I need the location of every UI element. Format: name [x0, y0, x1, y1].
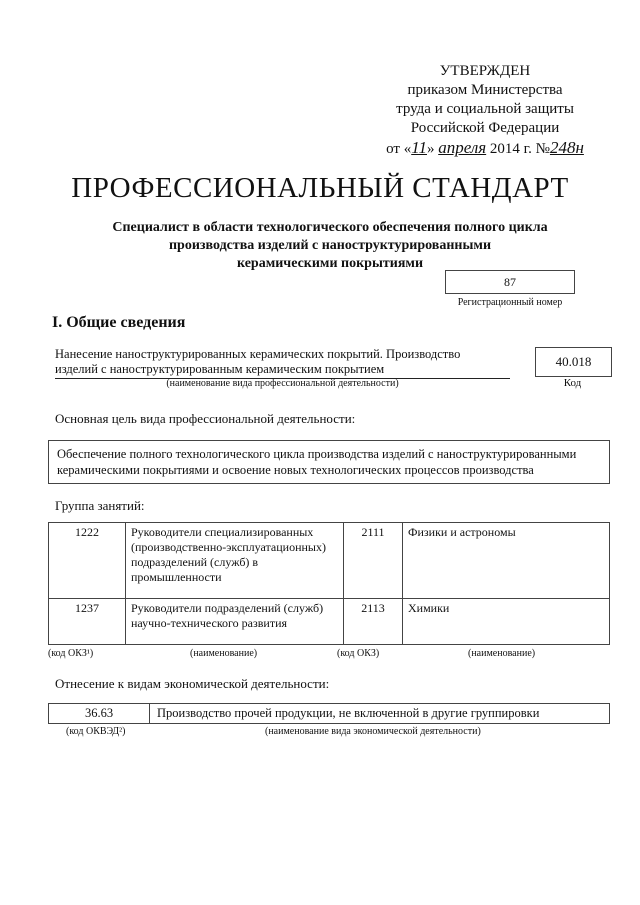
page-title: ПРОФЕССИОНАЛЬНЫЙ СТАНДАРТ — [71, 172, 569, 204]
approval-title: УТВЕРЖДЕН — [439, 63, 531, 79]
okved-code-cell: 36.63 — [49, 704, 150, 723]
okved-name-caption: (наименование вида экономической деятельности) — [265, 726, 481, 737]
table-row — [49, 523, 610, 599]
occupation-name-cell: Химики — [403, 599, 610, 645]
registration-number-box: 87 — [445, 270, 575, 294]
approval-day: 11 — [411, 138, 427, 157]
table-row — [49, 599, 610, 645]
standard-name: Специалист в области технологического обеспечения полного цикла производства изделий с наноструктурированными керамическими покрытиями — [112, 220, 548, 271]
goal-box: Обеспечение полного технологического цикла производства изделий с наноструктурированными керамическими покрытиями и освоение новых технологических процессов производства — [48, 440, 610, 484]
occupations-label: Группа занятий: — [55, 498, 145, 513]
okved-row — [48, 703, 610, 724]
goal-label: Основная цель вида профессиональной деятельности: — [55, 411, 356, 426]
approval-number: 248н — [549, 138, 584, 157]
occupation-name-cell: Руководители подразделений (служб) научно-технического развития — [126, 599, 344, 645]
occupation-name-caption: (наименование) — [468, 648, 536, 659]
approval-line: приказом Министерства — [407, 82, 563, 98]
occupation-name-cell: Руководители специализированных (производственно-эксплуатационных) подразделений (служб) в промышленности — [126, 523, 344, 599]
economic-label: Отнесение к видам экономической деятельности: — [55, 676, 330, 691]
okz-code-caption: (код ОКЗ) — [337, 648, 380, 659]
okz-code-cell: 1237 — [49, 599, 126, 645]
activity-code-label: Код — [563, 377, 582, 389]
registration-number-label: Регистрационный номер — [457, 297, 563, 308]
approval-line: Российской Федерации — [410, 120, 560, 136]
occupations-table — [48, 522, 610, 645]
okz-code-cell: 2113 — [344, 599, 403, 645]
approval-line: труда и социальной защиты — [396, 101, 574, 117]
okved-code-caption: (код ОКВЭД²) — [66, 726, 126, 737]
activity-name: Нанесение наноструктурированных керамических покрытий. Производство изделий с наноструктурированным керамическим покрытием — [55, 347, 510, 379]
okz-code-cell: 1222 — [49, 523, 126, 599]
activity-caption: (наименование вида профессиональной деятельности) — [166, 378, 399, 389]
approval-block — [380, 62, 590, 159]
activity-code-box: 40.018 — [535, 347, 612, 377]
approval-date: от «11» апреля 2014 г. №248н — [386, 138, 584, 157]
section-heading: I. Общие сведения — [52, 314, 186, 331]
okved-name-cell: Производство прочей продукции, не включенной в другие группировки — [157, 706, 540, 720]
approval-month: апреля — [438, 138, 487, 157]
okz-code-cell: 2111 — [344, 523, 403, 599]
occupation-name-cell: Физики и астрономы — [403, 523, 610, 599]
okz-code-caption: (код ОКЗ¹) — [48, 648, 94, 659]
occupation-name-caption: (наименование) — [190, 648, 258, 659]
